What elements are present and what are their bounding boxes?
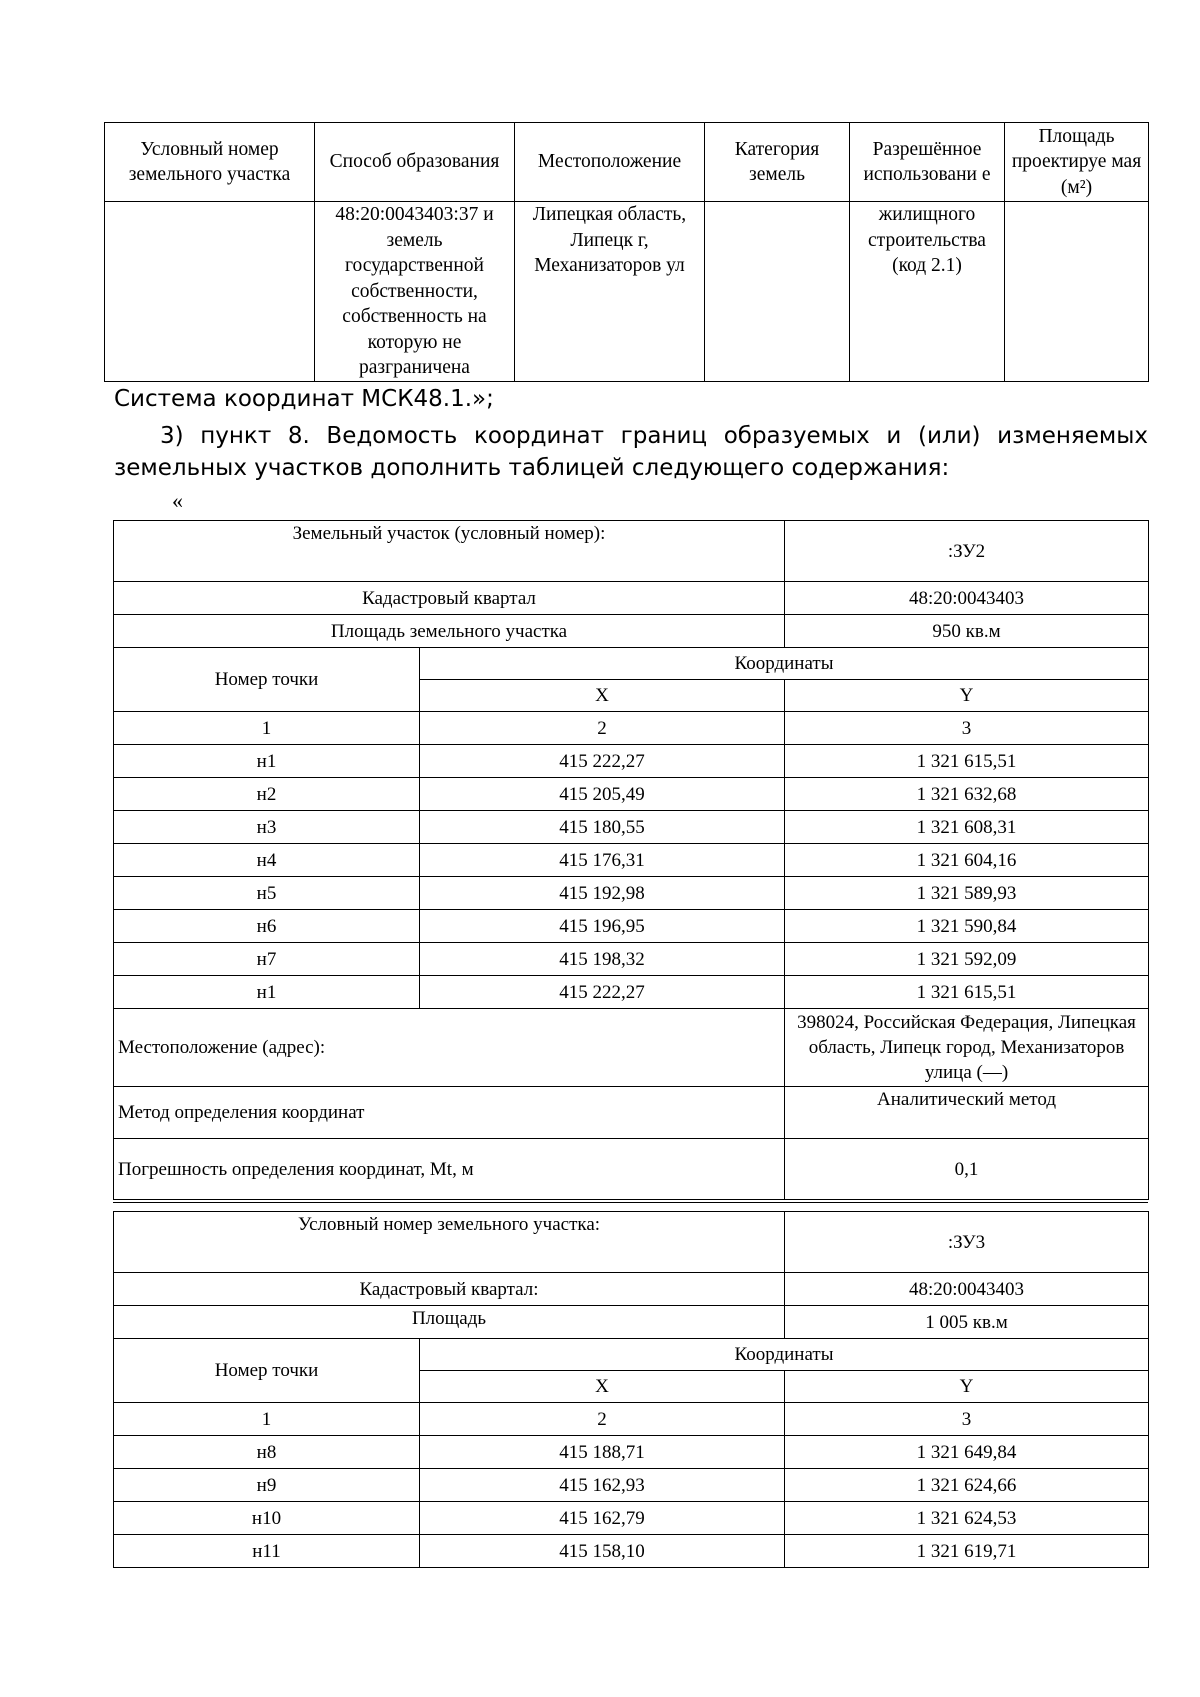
zu3-number-value: :ЗУ3 (785, 1212, 1149, 1273)
point-x: 415 188,71 (420, 1436, 785, 1469)
point-x: 415 222,27 (420, 976, 785, 1009)
point-number: н10 (114, 1502, 420, 1535)
zu3-coords-header: Координаты (420, 1339, 1149, 1371)
point-y: 1 321 590,84 (785, 910, 1149, 943)
zu2-area-row (114, 615, 1149, 648)
zu2-method-row (114, 1087, 1149, 1139)
header-location: Местоположение (515, 123, 705, 202)
point-number: н1 (114, 745, 420, 778)
zu3-index-row (114, 1403, 1149, 1436)
zu2-error-row (114, 1139, 1149, 1200)
point-x: 415 196,95 (420, 910, 785, 943)
point-x: 415 176,31 (420, 844, 785, 877)
plots-table (104, 122, 1149, 382)
zu2-quarter-value: 48:20:0043403 (785, 582, 1149, 615)
zu2-number-row (114, 521, 1149, 582)
point-number: н6 (114, 910, 420, 943)
point-number: н1 (114, 976, 420, 1009)
point-number: н4 (114, 844, 420, 877)
cell-permitted-use: жилищного строительства (код 2.1) (850, 202, 1005, 382)
header-formation-method: Способ образования (315, 123, 515, 202)
table-row (114, 1502, 1149, 1535)
point-y: 1 321 592,09 (785, 943, 1149, 976)
table-row (114, 1469, 1149, 1502)
zu2-point-header: Номер точки (114, 648, 420, 712)
table-row (114, 1535, 1149, 1568)
table-row (114, 778, 1149, 811)
coordinate-system-text: Система координат МСК48.1.»; (114, 386, 494, 412)
zu3-area-value: 1 005 кв.м (785, 1306, 1149, 1339)
point-number: н5 (114, 877, 420, 910)
point-number: н7 (114, 943, 420, 976)
point-y: 1 321 649,84 (785, 1436, 1149, 1469)
point-x: 415 192,98 (420, 877, 785, 910)
zu2-error-value: 0,1 (785, 1139, 1149, 1200)
zu3-area-row (114, 1306, 1149, 1339)
table-row (114, 910, 1149, 943)
zu2-coords-header: Координаты (420, 648, 1149, 680)
point-number: н2 (114, 778, 420, 811)
zu3-quarter-label: Кадастровый квартал: (114, 1273, 785, 1306)
zu2-number-value: :ЗУ2 (785, 521, 1149, 582)
table-row (114, 943, 1149, 976)
point-y: 1 321 632,68 (785, 778, 1149, 811)
zu2-number-label: Земельный участок (условный номер): (114, 521, 785, 582)
zu2-method-value: Аналитический метод (785, 1087, 1149, 1139)
table-row (105, 202, 1149, 382)
point-y: 1 321 604,16 (785, 844, 1149, 877)
zu3-quarter-row (114, 1273, 1149, 1306)
point-y: 1 321 624,66 (785, 1469, 1149, 1502)
amendment-item-line-2: земельных участков дополнить таблицей следующего содержания: (114, 455, 950, 481)
cell-plot-number (105, 202, 315, 382)
zu2-area-label: Площадь земельного участка (114, 615, 785, 648)
header-permitted-use: Разрешённое использовани е (850, 123, 1005, 202)
table-row (114, 1436, 1149, 1469)
point-x: 415 158,10 (420, 1535, 785, 1568)
cell-area (1005, 202, 1149, 382)
point-x: 415 162,93 (420, 1469, 785, 1502)
zu2-x-header: X (420, 680, 785, 712)
zu3-coordinates-table (113, 1211, 1149, 1568)
zu2-error-label: Погрешность определения координат, Mt, м (114, 1139, 785, 1200)
zu2-coords-header-row (114, 648, 1149, 680)
point-y: 1 321 615,51 (785, 976, 1149, 1009)
zu2-y-header: Y (785, 680, 1149, 712)
zu2-index-row (114, 712, 1149, 745)
zu3-y-header: Y (785, 1371, 1149, 1403)
opening-quote: « (172, 488, 183, 513)
header-land-category: Категория земель (705, 123, 850, 202)
zu2-method-label: Метод определения координат (114, 1087, 785, 1139)
point-x: 415 162,79 (420, 1502, 785, 1535)
point-x: 415 222,27 (420, 745, 785, 778)
zu2-index-3: 3 (785, 712, 1149, 745)
zu2-quarter-label: Кадастровый квартал (114, 582, 785, 615)
header-area: Площадь проектируе мая (м²) (1005, 123, 1149, 202)
zu3-coords-header-row (114, 1339, 1149, 1371)
zu3-index-1: 1 (114, 1403, 420, 1436)
zu2-index-1: 1 (114, 712, 420, 745)
table-row (114, 844, 1149, 877)
header-plot-number: Условный номер земельного участка (105, 123, 315, 202)
point-y: 1 321 619,71 (785, 1535, 1149, 1568)
point-number: н3 (114, 811, 420, 844)
cell-land-category (705, 202, 850, 382)
zu3-quarter-value: 48:20:0043403 (785, 1273, 1149, 1306)
point-y: 1 321 589,93 (785, 877, 1149, 910)
zu2-quarter-row (114, 582, 1149, 615)
point-y: 1 321 624,53 (785, 1502, 1149, 1535)
amendment-item-line-1: 3) пункт 8. Ведомость координат границ образуемых и (или) изменяемых (160, 423, 1148, 449)
point-y: 1 321 615,51 (785, 745, 1149, 778)
zu3-index-2: 2 (420, 1403, 785, 1436)
point-x: 415 198,32 (420, 943, 785, 976)
point-x: 415 205,49 (420, 778, 785, 811)
point-y: 1 321 608,31 (785, 811, 1149, 844)
table-row (114, 976, 1149, 1009)
zu2-index-2: 2 (420, 712, 785, 745)
zu3-point-header: Номер точки (114, 1339, 420, 1403)
point-number: н9 (114, 1469, 420, 1502)
point-number: н8 (114, 1436, 420, 1469)
table-row (114, 877, 1149, 910)
point-number: н11 (114, 1535, 420, 1568)
zu3-number-row (114, 1212, 1149, 1273)
zu3-area-label: Площадь (114, 1306, 785, 1339)
cell-location: Липецкая область, Липецк г, Механизаторов ул (515, 202, 705, 382)
point-x: 415 180,55 (420, 811, 785, 844)
zu2-address-value: 398024, Российская Федерация, Липецкая область, Липецк город, Механизаторов улица (—) (785, 1009, 1149, 1087)
table-separator (113, 1202, 1148, 1203)
zu2-area-value: 950 кв.м (785, 615, 1149, 648)
zu2-address-row (114, 1009, 1149, 1087)
zu2-address-label: Местоположение (адрес): (114, 1009, 785, 1087)
zu3-x-header: X (420, 1371, 785, 1403)
zu2-coordinates-table (113, 520, 1149, 1200)
zu3-index-3: 3 (785, 1403, 1149, 1436)
table-row (114, 811, 1149, 844)
cell-formation-method: 48:20:0043403:37 и земель государственной собственности, собственность на которую не разграничена (315, 202, 515, 382)
plots-table-header (105, 123, 1149, 202)
zu3-number-label: Условный номер земельного участка: (114, 1212, 785, 1273)
table-row (114, 745, 1149, 778)
